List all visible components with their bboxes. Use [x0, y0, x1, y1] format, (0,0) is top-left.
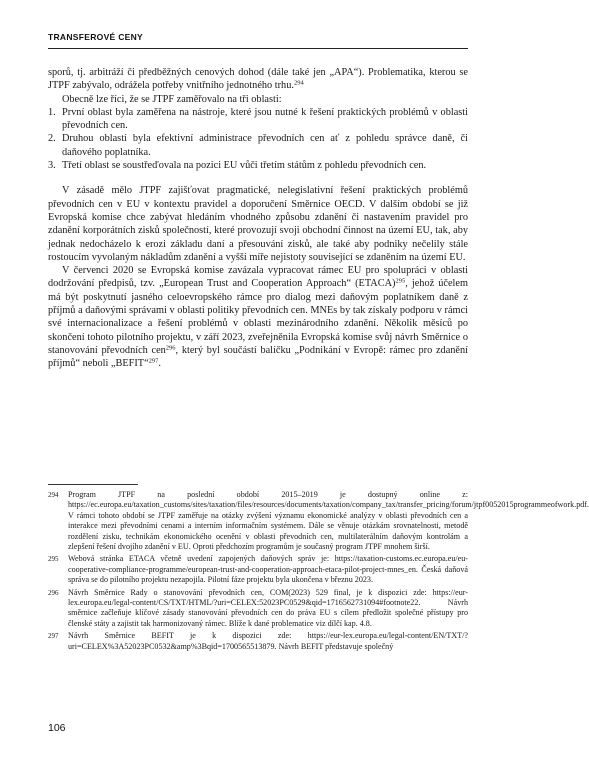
list-item: [48, 106, 468, 133]
footnote-ref-294[interactable]: 294: [293, 79, 304, 87]
footnote-number: 295: [48, 555, 59, 564]
page-number: 106: [48, 722, 66, 734]
header-rule: [48, 48, 468, 49]
list-item-text: Druhou oblastí byla efektivní administrace převodních cen ať z pohledu správce daně, či daňového poplatníka.: [62, 133, 468, 158]
footnote-number: 294: [48, 491, 59, 499]
paragraph-2: Obecně lze říci, že se JTPF zaměřovalo na tři oblasti:: [62, 93, 282, 105]
footnote-text: Webová stránka ETACA včetně uvedení zapojených daňových správ je: https://taxation-customs.ec.europa.eu/eu-cooperative-compliance-programme/european-trust-and-cooperation-approach-etaca-pilot-project-mnes_en. Česká daňová správa se do pilotního projektu nezapojila. Pilotní fáze projektu byla ukončena v březnu 2023.: [68, 554, 468, 585]
list-item-number: 3.: [48, 160, 56, 172]
paragraph-4: [48, 264, 468, 370]
list-item-text: Třetí oblast se soustřeďovala na pozici EU vůči třetím státům z pohledu převodních cen.: [62, 160, 427, 172]
main-text: [48, 66, 468, 371]
paragraph-4-text-b: , jehož účelem má být poskytnutí jasného celoevropského rámce pro dialog mezi daňovým poplatníkem daně z příjmů a daňovými správami v oblasti politiky převodních cen. MNEs by tak získaly podporu v rámci své internacionalizace a řešení problémů v oblasti mezinárodního zdanění. Několik měsíců po skončení tohoto pilotního projektu, v září 2023, zveřejněnila Evropská komise svůj návrh Směrnice o stanovování převodních cen: [48, 278, 468, 356]
list-item-number: 2.: [48, 133, 56, 145]
footnote-ref-296[interactable]: 296: [165, 344, 176, 352]
footnote-text: Návrh Směrnice BEFIT je k dispozici zde: https://eur-lex.europa.eu/legal-content/EN/TXT/?uri=CELEX%3A52023PC0532&amp%3Bqid=1700565513879. Návrh BEFIT představuje společný: [68, 631, 468, 651]
footnote-ref-295[interactable]: 295: [395, 277, 406, 285]
list-item-number: 1.: [48, 106, 56, 118]
footnote-text: Návrh Směrnice Rady o stanovování převodních cen, COM(2023) 529 final, je k dispozici zde: https://eur-lex.europa.eu/legal-content/CS/TXT/HTML/?uri=CELEX:52023PC0529&qid=1716562731094#footnote22. Návrh směrnice začleňuje klíčové zásady stanovování převodních cen do práva EU s cílem předložit společné přístupy pro členské státy a zajistit tak harmonizovaný rámec. Blíže k dané problematice viz dílčí kap. 4.8.: [68, 587, 468, 628]
footnote-text: Program JTPF na poslední období 2015–2019 je dostupný online z: https://ec.europa.eu/taxation_customs/sites/taxation/files/resources/documents/taxation/company_tax/transfer_pricing/forum/jtpf0052015programmeofwork.pdf. V rámci tohoto období se JTPF zaměřuje na otázky zvýšení významu ekonomické analýzy v oblasti převodních cen a interakce mezi převodními cenami a interním informačním systémem. Dále se věnuje otázkám srovnatelnosti, metodě rozdělení zisku, technikám ekonomického ocenění v oblasti převodních cen, multilaterálním daňovým kontrolám a zlepšení řešení dvojího zdanění v EU. Oproti předchozím programům je současný program JTPF mnohem širší.: [68, 490, 589, 552]
numbered-list: [48, 106, 468, 172]
footnotes: [48, 490, 589, 654]
footnote-number: 297: [48, 632, 59, 641]
footnote-ref-297[interactable]: 297: [148, 357, 159, 365]
paragraph-1: [48, 66, 468, 93]
paragraph-4-text-c: , který byl součástí balíčku „Podnikání v Evropě: rámec pro zdanění příjmů“ neboli „BEFIT“: [48, 344, 468, 370]
footnote-number: 296: [48, 588, 59, 597]
paragraph-1-text: sporů, tj. arbitráží či předběžných cenových dohod (dále také jen „APA“). Problematika, kterou se JTPF zabývalo, odrážela potřeby vnitřního jednotného trhu.: [48, 67, 468, 92]
footnote: [48, 631, 468, 652]
paragraph-4-text-d: .: [158, 358, 161, 370]
paragraph-4-text-a: V červenci 2020 se Evropská komise zavázala vypracovat rámec EU pro spolupráci v oblasti dodržování předpisů, tzv. „European Trust and Cooperation Approach“ (ETACA): [48, 265, 468, 290]
footnote: [48, 490, 589, 552]
running-header-title: TRANSFEROVÉ CENY: [48, 32, 144, 42]
footnote-separator: [48, 484, 138, 485]
list-item-text: První oblast byla zaměřena na nástroje, které jsou nutné k řešení praktických problémů v oblasti převodních cen.: [62, 106, 468, 132]
list-item: [48, 132, 468, 159]
running-header: [48, 32, 468, 42]
footnote: [48, 554, 468, 585]
list-item: [48, 159, 468, 172]
paragraph-3: V zásadě mělo JTPF zajišťovat pragmatické, nelegislativní řešení praktických problémů převodních cen v EU v kontextu pravidel a doporučení Směrnice OECD. V dalším období se již Evropská komise chce zabývat hledáním vhodného způsobu zdanění či nastavením pravidel pro zdanění korporátních zisků společností, které provozují svoji obchodní činnost na území EU, tak, aby jednak nedocházelo k erozi základu daní a přesouvání zisků, ale také aby podniky nečelily stále rostoucím vyvolaným nákladům zdanění a vyšší míře nejistoty související se zdaněním na území EU.: [48, 185, 468, 263]
footnote: [48, 588, 468, 630]
